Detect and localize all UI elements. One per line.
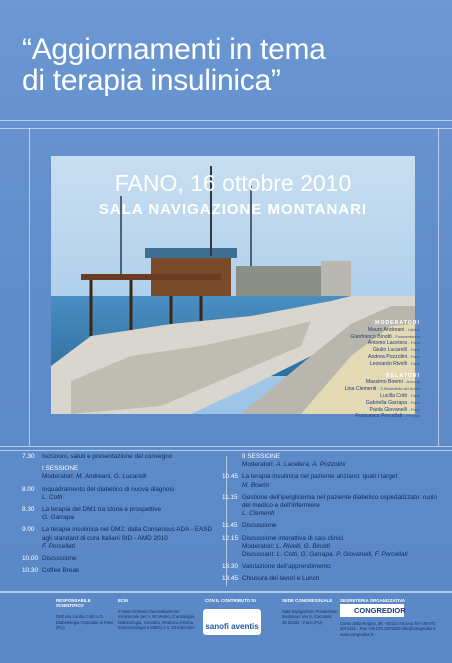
footer-sede	[282, 598, 338, 625]
moderator-item	[260, 334, 420, 341]
sanofi-logo-text: sanofi aventis	[205, 622, 259, 631]
frame-line	[0, 446, 452, 447]
program-left	[22, 453, 222, 579]
program-time: 10.45	[222, 473, 238, 481]
moderator-item	[260, 340, 420, 347]
program-entry	[242, 535, 442, 560]
speaker-name: Lucilla Cotti	[380, 392, 407, 399]
program-sub-names: M. Andreani, G. Lucarelli	[76, 473, 147, 481]
moderator-item	[260, 327, 420, 334]
footer-resp	[56, 598, 118, 630]
program-time: 13.30	[222, 563, 238, 571]
speaker-city: - S.Benedetto del tronto	[377, 386, 420, 392]
program-entry	[242, 575, 442, 583]
program-entry	[242, 494, 442, 519]
speaker-name: Lina Clementi	[344, 386, 377, 393]
moderator-name: Andrea Pozzolini	[368, 353, 407, 360]
event-venue: SALA NAVIGAZIONE MONTANARI	[98, 201, 368, 218]
ecm-heading: ECM	[118, 598, 128, 603]
program-entry	[242, 563, 442, 571]
program-title: La terapia insulinica nel DM2: dalla Consensus ADA - EASD agli standard di cura Italiani SID - AMD 2010	[42, 526, 213, 542]
contrib-heading: CON IL CONTRIBUTO DI	[205, 598, 256, 603]
program-sub-names: A. Lacetera, A. Pozzolini	[276, 461, 346, 469]
program-right	[222, 453, 442, 588]
program-row	[22, 506, 222, 522]
program-time: 13.45	[222, 575, 238, 583]
moderators-list	[260, 327, 420, 368]
speakers-list	[260, 379, 420, 420]
sanofi-aventis-logo	[203, 609, 261, 635]
program-speaker: G. Garrapa	[42, 514, 74, 522]
program-title: Gestione dell’iperglicemia nel paziente diabetico ospedalizzato: ruolo del medico e dell’infermiere	[242, 493, 438, 510]
program-row	[222, 522, 442, 530]
program-entry	[42, 555, 222, 563]
sede-text: Sala Navigazione Fondazione Montanari Via S. Caccianti, 36 61032 - Fano (PU)	[282, 609, 338, 625]
moderator-city: - Fano	[408, 360, 420, 366]
frame-line	[0, 591, 452, 593]
frame-line	[0, 120, 452, 121]
program-time: 10.00	[22, 555, 38, 563]
program-row	[222, 575, 442, 583]
program-title: II SESSIONE	[242, 453, 281, 460]
resp-heading: RESPONSABILE SCIENTIFICO	[56, 598, 91, 609]
program-entry	[242, 522, 442, 530]
program-row	[222, 494, 442, 519]
speaker-name: Paola Giovanelli	[369, 406, 407, 413]
program-entry	[42, 567, 222, 575]
program-title: Coffee Break	[42, 567, 80, 575]
program-speaker: M. Boemi	[242, 481, 269, 489]
moderator-city: - Urbino	[405, 326, 420, 332]
program-title: I SESSIONE	[42, 465, 79, 473]
program-entry	[42, 506, 222, 522]
program-row	[222, 473, 442, 489]
footer-contrib	[205, 598, 271, 609]
speaker-item	[260, 393, 420, 400]
frame-line	[0, 128, 452, 129]
speaker-city: - Fano	[408, 392, 420, 398]
program-entry	[242, 453, 442, 469]
sede-heading: SEDE CONGRESSUALE	[282, 598, 333, 603]
program-sub-names: L. Rivelli, G. Binotti	[276, 542, 331, 550]
speaker-city: - Ancona	[404, 379, 420, 385]
program-row	[22, 465, 222, 481]
program-row	[22, 453, 222, 461]
moderator-name: Giulio Lucarelli	[372, 347, 407, 354]
speaker-city: - Fano	[408, 406, 420, 412]
poster-title	[22, 34, 442, 96]
program-row	[222, 563, 442, 571]
program-time	[22, 465, 42, 481]
speaker-name: Massimo Boemi	[365, 379, 403, 386]
program-time: 9.00	[22, 526, 35, 534]
program-title: La terapia del DM1 tra storia e prospettive	[42, 506, 161, 514]
program-sub-label: Moderatori:	[242, 542, 277, 550]
moderator-city: - Fano	[408, 353, 420, 359]
program-title: La terapia insulinica nel paziente anziano: quali i target	[242, 473, 398, 481]
program-sub-label: Moderatori:	[242, 461, 277, 469]
frame-line	[438, 128, 439, 446]
program-entry	[42, 486, 222, 502]
speaker-item	[260, 400, 420, 407]
title-line-1: “Aggiornamenti in tema	[22, 33, 326, 66]
moderator-name: Gianfranco Binotti	[350, 333, 392, 340]
program-time: 12.15	[222, 534, 238, 542]
program-time: 8.30	[22, 506, 35, 514]
speaker-name: Gabriella Garrapa	[365, 399, 407, 406]
program-time: 11.15	[222, 493, 238, 501]
speakers-header: RELATORI	[385, 372, 420, 379]
moderator-city: - Fano	[408, 347, 420, 353]
program-time: 10.30	[22, 567, 38, 575]
program-time: 7.30	[22, 453, 35, 460]
moderator-name: Antonio Lacetera	[367, 340, 407, 347]
resp-text: Dott.ssa Lucilla Cotti U.O. Diabetologia Ospedale di Fano (PU)	[56, 614, 114, 630]
program-title: Discussione interattiva di casi clinici	[242, 534, 344, 542]
speaker-city: - Perugia	[403, 413, 420, 419]
moderator-name: Mauro Andreani	[367, 326, 405, 333]
program-speaker: L. Clementi	[242, 510, 275, 518]
program-sub-label: Moderatori:	[42, 473, 77, 481]
program-row	[222, 535, 442, 560]
seg-heading: SEGRETERIA ORGANIZZATIVA	[340, 598, 406, 603]
program-entry	[42, 453, 222, 461]
program-title: Inquadramento del diabetico di nuova diagnosi	[42, 485, 175, 493]
program-sub-names: L. Cotti, G. Garrapa, P. Giovanelli, F. Porcellati	[276, 551, 408, 559]
program-row	[22, 486, 222, 502]
program-time: 8.00	[22, 485, 35, 493]
moderator-name: Leonardo Rivelli	[369, 360, 407, 367]
moderator-city: - Fossombrone	[393, 333, 420, 339]
program-title: Discussione	[42, 555, 77, 563]
moderator-item	[260, 361, 420, 368]
program-time: 11.45	[222, 522, 238, 530]
program-speaker: L. Cotti	[42, 493, 63, 501]
program-row	[22, 555, 222, 563]
program-entry	[42, 465, 222, 481]
program-row	[22, 567, 222, 575]
title-line-2: di terapia insulinica”	[22, 64, 281, 97]
speaker-item	[260, 379, 420, 386]
program-title: Iscrizioni, saluti e presentazione del convegno	[42, 453, 173, 460]
program-row	[22, 526, 222, 551]
footer-ecm	[118, 598, 196, 630]
seg-text: Corso della Regina, 26 - 60122 Ancona Tel +39 071 2071411 - Fax +39 071 2075629 info@congredior.it www.congredior.it	[340, 621, 436, 637]
moderators-header: MODERATORI	[375, 320, 420, 326]
program-time	[222, 453, 242, 469]
frame-line	[29, 128, 30, 446]
program-title: Discussione	[242, 522, 277, 530]
people-block	[260, 320, 420, 420]
frame-line	[0, 450, 452, 451]
program-sub-label: Discussant:	[242, 551, 277, 559]
moderator-city: - Fano	[408, 340, 420, 346]
speaker-name: Francesca Porcellati	[355, 413, 403, 420]
program-speaker: F. Porcellati	[42, 542, 75, 550]
speaker-item	[260, 407, 420, 414]
program-entry	[242, 473, 442, 489]
moderator-item	[260, 354, 420, 361]
speaker-item	[260, 413, 420, 420]
moderator-item	[260, 347, 420, 354]
program-title: Valutazione dell’apprendimento	[242, 563, 331, 571]
program-title: Chiusura dei lavori e Lunch	[242, 575, 320, 583]
congredior-logo-text: CONGREDIOR	[354, 606, 406, 615]
speaker-item	[260, 386, 420, 393]
ecm-text: È stato richiesto l’accreditamento ministeriale per n. 80 Medici (Cardiologia, Diabetologia, Geriatria, Medicina Interna, Endocrinologia e MMG) e n. 25 Infermieri	[118, 609, 196, 630]
program-row	[222, 453, 442, 469]
speaker-city: - Fano	[408, 399, 420, 405]
congredior-logo	[340, 604, 404, 617]
program-entry	[42, 526, 222, 551]
event-headline: FANO, 16 ottobre 2010	[114, 170, 352, 196]
